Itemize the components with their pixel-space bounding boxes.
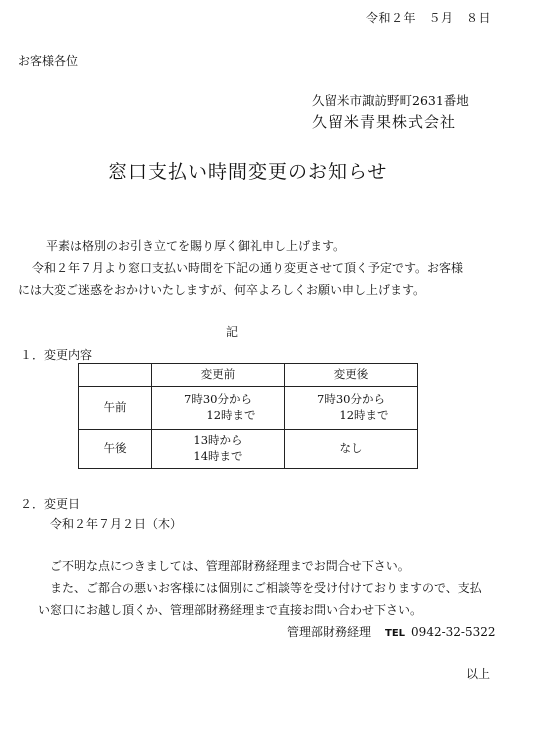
- closing-line3: い窓口にお越し頂くか、管理部財務経理まで直接お問い合わせ下さい。: [38, 603, 423, 617]
- closing-line2: また、ご都合の悪いお客様には個別にご相談等を受け付けておりますので、支払: [50, 581, 482, 595]
- document-date: 令和２年 ５月 ８日: [366, 11, 492, 25]
- table-row: [79, 430, 418, 469]
- schedule-table: [78, 363, 418, 469]
- contact-department: 管理部財務経理: [287, 625, 372, 639]
- cell-line: 7時30分から: [317, 392, 385, 407]
- document-title: 窓口支払い時間変更のお知らせ: [108, 161, 388, 183]
- table-header-cell: 変更後: [285, 364, 418, 387]
- tel-number: 0942-32-5322: [411, 625, 496, 639]
- row-label-afternoon: 午後: [79, 430, 152, 469]
- sender-address: 久留米市諏訪野町2631番地: [312, 93, 469, 108]
- notice-paragraph-line1: 令和２年７月より窓口支払い時間を下記の通り変更させて頂く予定です。お客様: [32, 261, 464, 275]
- row-label-morning: 午前: [79, 387, 152, 430]
- notice-paragraph-line2: には大変ご迷惑をおかけいたしますが、何卒よろしくお願い申し上げます。: [18, 283, 426, 297]
- afternoon-after-cell: [285, 430, 418, 469]
- morning-after-cell: [285, 387, 418, 430]
- table-row: [79, 387, 418, 430]
- closing-line1: ご不明な点につきましては、管理部財務経理までお問合せ下さい。: [50, 559, 410, 573]
- cell-line: 12時まで: [206, 408, 256, 422]
- sender-company: 久留米青果株式会社: [312, 113, 457, 131]
- table-header-row: [79, 364, 418, 387]
- section1-heading: １．変更内容: [20, 348, 93, 362]
- cell-line: 7時30分から: [184, 392, 252, 407]
- greeting-paragraph: 平素は格別のお引き立てを賜り厚く御礼申し上げます。: [46, 239, 346, 253]
- tel-label: TEL: [385, 628, 406, 639]
- section2-heading: ２．変更日: [20, 497, 81, 511]
- table-header-cell: 変更前: [152, 364, 285, 387]
- table-header-cell: [79, 364, 152, 387]
- cell-line: なし: [339, 441, 363, 456]
- cell-line: 13時から: [193, 433, 243, 448]
- change-date: 令和２年７月２日（木）: [50, 517, 183, 531]
- ki-heading: 記: [226, 325, 239, 339]
- recipient: お客様各位: [18, 54, 79, 68]
- morning-before-cell: [152, 387, 285, 430]
- end-mark: 以上: [466, 667, 491, 681]
- afternoon-before-cell: [152, 430, 285, 469]
- contact-line: [287, 626, 496, 639]
- cell-line: 14時まで: [193, 449, 243, 463]
- cell-line: 12時まで: [339, 408, 389, 422]
